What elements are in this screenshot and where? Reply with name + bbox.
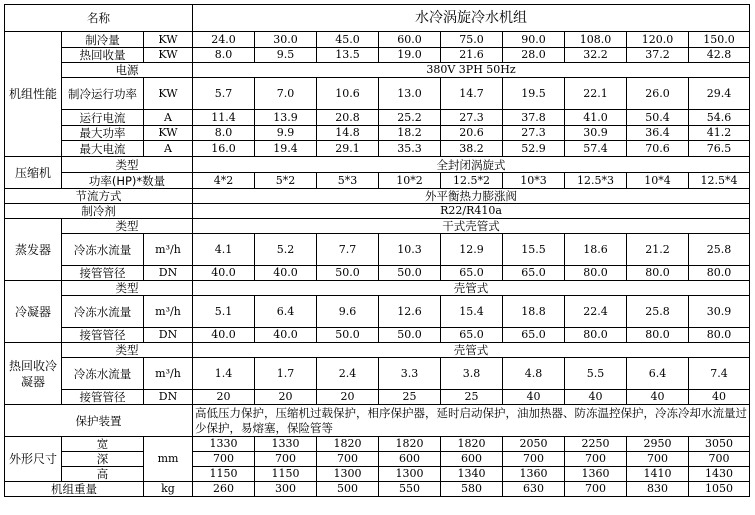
value-cell: 80.0 xyxy=(689,266,750,281)
row-label: 制冷运行功率 xyxy=(62,78,144,110)
group-label-evaporator: 蒸发器 xyxy=(5,219,62,281)
value-cell: 22.1 xyxy=(565,78,627,110)
evaporator-type-value: 干式壳管式 xyxy=(193,219,750,234)
value-cell: 5.2 xyxy=(255,234,317,266)
value-cell: 26.0 xyxy=(627,78,689,110)
unit-cell: m³/h xyxy=(144,234,193,266)
value-cell: 1.7 xyxy=(255,358,317,390)
value-cell: 1340 xyxy=(441,467,503,482)
spec-table-container xyxy=(4,4,750,497)
value-cell: 35.3 xyxy=(379,141,441,157)
value-cell: 5.5 xyxy=(565,358,627,390)
value-cell: 4.1 xyxy=(193,234,255,266)
unit-cell: m³/h xyxy=(144,358,193,390)
value-cell: 65.0 xyxy=(441,328,503,343)
value-cell: 41.0 xyxy=(565,110,627,126)
value-cell: 4.8 xyxy=(503,358,565,390)
value-cell: 20 xyxy=(255,390,317,405)
value-cell: 9.5 xyxy=(255,48,317,63)
value-cell: 45.0 xyxy=(317,32,379,48)
value-cell: 19.5 xyxy=(503,78,565,110)
row-label: 制冷剂 xyxy=(5,204,193,219)
value-cell: 2.4 xyxy=(317,358,379,390)
group-label-condenser: 冷凝器 xyxy=(5,281,62,343)
group-label-dimensions: 外形尺寸 xyxy=(5,437,62,482)
unit-cell: m³/h xyxy=(144,296,193,328)
unit-cell: DN xyxy=(144,328,193,343)
value-cell: 10.6 xyxy=(317,78,379,110)
value-cell: 29.1 xyxy=(317,141,379,157)
value-cell: 7.4 xyxy=(689,358,750,390)
depth-row xyxy=(5,452,750,467)
row-label: 保护装置 xyxy=(5,405,193,437)
value-cell: 20.8 xyxy=(317,110,379,126)
value-cell: 1820 xyxy=(441,437,503,452)
value-cell: 40.0 xyxy=(193,266,255,281)
power-supply-value: 380V 3PH 50Hz xyxy=(193,63,750,78)
running-current-row xyxy=(5,110,750,126)
value-cell: 76.5 xyxy=(689,141,750,157)
cooling-power-row xyxy=(5,78,750,110)
row-label: 热回收量 xyxy=(62,48,144,63)
value-cell: 25 xyxy=(379,390,441,405)
value-cell: 18.2 xyxy=(379,126,441,141)
value-cell: 22.4 xyxy=(565,296,627,328)
unit-cell: KW xyxy=(144,48,193,63)
value-cell: 15.4 xyxy=(441,296,503,328)
evaporator-pipe-row xyxy=(5,266,750,281)
value-cell: 50.4 xyxy=(627,110,689,126)
value-cell: 80.0 xyxy=(627,328,689,343)
value-cell: 1150 xyxy=(193,467,255,482)
value-cell: 25 xyxy=(441,390,503,405)
row-label: 电源 xyxy=(62,63,193,78)
compressor-power-row xyxy=(5,173,750,189)
condenser-type-value: 壳管式 xyxy=(193,281,750,296)
unit-cell: DN xyxy=(144,390,193,405)
value-cell: 13.0 xyxy=(379,78,441,110)
value-cell: 9.6 xyxy=(317,296,379,328)
condenser-pipe-row xyxy=(5,328,750,343)
value-cell: 18.8 xyxy=(503,296,565,328)
value-cell: 1820 xyxy=(317,437,379,452)
row-label: 高 xyxy=(62,467,144,482)
value-cell: 700 xyxy=(317,452,379,467)
row-label: 深 xyxy=(62,452,144,467)
row-label: 类型 xyxy=(62,219,193,234)
value-cell: 600 xyxy=(379,452,441,467)
header-row xyxy=(5,5,750,32)
value-cell: 70.6 xyxy=(627,141,689,157)
weight-row xyxy=(5,482,750,497)
value-cell: 9.9 xyxy=(255,126,317,141)
value-cell: 40.0 xyxy=(255,266,317,281)
value-cell: 50.0 xyxy=(379,328,441,343)
value-cell: 80.0 xyxy=(689,328,750,343)
compressor-type-row xyxy=(5,157,750,173)
value-cell: 65.0 xyxy=(503,328,565,343)
value-cell: 20.6 xyxy=(441,126,503,141)
value-cell: 108.0 xyxy=(565,32,627,48)
value-cell: 40 xyxy=(503,390,565,405)
value-cell: 37.2 xyxy=(627,48,689,63)
value-cell: 14.8 xyxy=(317,126,379,141)
value-cell: 830 xyxy=(627,482,689,497)
value-cell: 12.9 xyxy=(441,234,503,266)
value-cell: 120.0 xyxy=(627,32,689,48)
value-cell: 11.4 xyxy=(193,110,255,126)
value-cell: 700 xyxy=(255,452,317,467)
value-cell: 1330 xyxy=(255,437,317,452)
value-cell: 20 xyxy=(193,390,255,405)
value-cell: 10*2 xyxy=(379,173,441,189)
hr_condenser-flow-row xyxy=(5,358,750,390)
value-cell: 21.2 xyxy=(627,234,689,266)
row-label: 机组重量 xyxy=(5,482,144,497)
value-cell: 50.0 xyxy=(317,328,379,343)
unit-cell: A xyxy=(144,110,193,126)
unit-cell: mm xyxy=(144,437,193,482)
value-cell: 300 xyxy=(255,482,317,497)
value-cell: 260 xyxy=(193,482,255,497)
value-cell: 1300 xyxy=(379,467,441,482)
heat-recovery-row xyxy=(5,48,750,63)
value-cell: 32.2 xyxy=(565,48,627,63)
value-cell: 1360 xyxy=(565,467,627,482)
row-label: 接管管径 xyxy=(62,266,144,281)
row-label: 最大功率 xyxy=(62,126,144,141)
value-cell: 6.4 xyxy=(255,296,317,328)
value-cell: 29.4 xyxy=(689,78,750,110)
hr_condenser-type-row xyxy=(5,343,750,358)
row-label: 冷冻水流量 xyxy=(62,358,144,390)
value-cell: 700 xyxy=(565,482,627,497)
row-label: 接管管径 xyxy=(62,390,144,405)
unit-cell: KW xyxy=(144,126,193,141)
value-cell: 500 xyxy=(317,482,379,497)
value-cell: 25.2 xyxy=(379,110,441,126)
value-cell: 700 xyxy=(565,452,627,467)
throttle-value: 外平衡热力膨涨阀 xyxy=(193,189,750,204)
value-cell: 19.4 xyxy=(255,141,317,157)
value-cell: 580 xyxy=(441,482,503,497)
value-cell: 28.0 xyxy=(503,48,565,63)
value-cell: 700 xyxy=(627,452,689,467)
value-cell: 3050 xyxy=(689,437,750,452)
value-cell: 700 xyxy=(193,452,255,467)
value-cell: 1300 xyxy=(317,467,379,482)
value-cell: 65.0 xyxy=(441,266,503,281)
value-cell: 38.2 xyxy=(441,141,503,157)
row-label: 运行电流 xyxy=(62,110,144,126)
value-cell: 1330 xyxy=(193,437,255,452)
evaporator-flow-row xyxy=(5,234,750,266)
value-cell: 550 xyxy=(379,482,441,497)
value-cell: 1.4 xyxy=(193,358,255,390)
unit-cell: KW xyxy=(144,32,193,48)
value-cell: 90.0 xyxy=(503,32,565,48)
value-cell: 8.0 xyxy=(193,126,255,141)
width-row xyxy=(5,437,750,452)
value-cell: 40 xyxy=(689,390,750,405)
row-label: 类型 xyxy=(62,343,193,358)
max-current-row xyxy=(5,141,750,157)
group-label-compressor: 压缩机 xyxy=(5,157,62,189)
value-cell: 13.5 xyxy=(317,48,379,63)
value-cell: 65.0 xyxy=(503,266,565,281)
value-cell: 1360 xyxy=(503,467,565,482)
unit-cell: kg xyxy=(144,482,193,497)
value-cell: 19.0 xyxy=(379,48,441,63)
row-label: 最大电流 xyxy=(62,141,144,157)
refrigerant-row xyxy=(5,204,750,219)
value-cell: 20 xyxy=(317,390,379,405)
value-cell: 7.0 xyxy=(255,78,317,110)
value-cell: 1050 xyxy=(689,482,750,497)
value-cell: 5.7 xyxy=(193,78,255,110)
value-cell: 7.7 xyxy=(317,234,379,266)
value-cell: 40.0 xyxy=(193,328,255,343)
value-cell: 80.0 xyxy=(565,266,627,281)
protection-value: 高低压力保护，压缩机过载保护，相序保护器，延时启动保护，油加热器、防冻温控保护，冷冻冷却水流量过少保护，易熔塞，保险管等 xyxy=(193,405,750,437)
value-cell: 5*2 xyxy=(255,173,317,189)
value-cell: 30.0 xyxy=(255,32,317,48)
row-label: 接管管径 xyxy=(62,328,144,343)
value-cell: 80.0 xyxy=(565,328,627,343)
value-cell: 40.0 xyxy=(255,328,317,343)
row-label: 冷冻水流量 xyxy=(62,296,144,328)
condenser-type-row xyxy=(5,281,750,296)
unit-cell: KW xyxy=(144,78,193,110)
value-cell: 25.8 xyxy=(627,296,689,328)
value-cell: 60.0 xyxy=(379,32,441,48)
value-cell: 30.9 xyxy=(689,296,750,328)
value-cell: 37.8 xyxy=(503,110,565,126)
row-label: 类型 xyxy=(62,281,193,296)
row-label: 节流方式 xyxy=(5,189,193,204)
value-cell: 40 xyxy=(627,390,689,405)
value-cell: 41.2 xyxy=(689,126,750,141)
value-cell: 15.5 xyxy=(503,234,565,266)
row-label: 功率(HP)*数量 xyxy=(62,173,193,189)
condenser-flow-row xyxy=(5,296,750,328)
value-cell: 700 xyxy=(503,452,565,467)
value-cell: 12.5*3 xyxy=(565,173,627,189)
unit-cell: DN xyxy=(144,266,193,281)
value-cell: 50.0 xyxy=(379,266,441,281)
value-cell: 6.4 xyxy=(627,358,689,390)
value-cell: 150.0 xyxy=(689,32,750,48)
unit-cell: A xyxy=(144,141,193,157)
value-cell: 52.9 xyxy=(503,141,565,157)
throttle-row xyxy=(5,189,750,204)
value-cell: 25.8 xyxy=(689,234,750,266)
product-title: 水冷涡旋冷水机组 xyxy=(193,5,750,32)
row-label: 宽 xyxy=(62,437,144,452)
value-cell: 3.8 xyxy=(441,358,503,390)
value-cell: 57.4 xyxy=(565,141,627,157)
value-cell: 3.3 xyxy=(379,358,441,390)
row-label: 制冷量 xyxy=(62,32,144,48)
name-label: 名称 xyxy=(5,5,193,32)
hr_condenser-type-value: 壳管式 xyxy=(193,343,750,358)
value-cell: 40 xyxy=(565,390,627,405)
value-cell: 5*3 xyxy=(317,173,379,189)
max-power-row xyxy=(5,126,750,141)
value-cell: 16.0 xyxy=(193,141,255,157)
value-cell: 50.0 xyxy=(317,266,379,281)
value-cell: 1430 xyxy=(689,467,750,482)
value-cell: 2950 xyxy=(627,437,689,452)
group-label-performance: 机组性能 xyxy=(5,32,62,157)
power-supply-row xyxy=(5,63,750,78)
value-cell: 1150 xyxy=(255,467,317,482)
value-cell: 75.0 xyxy=(441,32,503,48)
value-cell: 14.7 xyxy=(441,78,503,110)
value-cell: 10*4 xyxy=(627,173,689,189)
value-cell: 10*3 xyxy=(503,173,565,189)
refrigerant-value: R22/R410a xyxy=(193,204,750,219)
value-cell: 27.3 xyxy=(503,126,565,141)
compressor-type-value: 全封闭涡旋式 xyxy=(193,157,750,173)
value-cell: 1410 xyxy=(627,467,689,482)
value-cell: 630 xyxy=(503,482,565,497)
value-cell: 1820 xyxy=(379,437,441,452)
value-cell: 18.6 xyxy=(565,234,627,266)
value-cell: 13.9 xyxy=(255,110,317,126)
value-cell: 8.0 xyxy=(193,48,255,63)
value-cell: 80.0 xyxy=(627,266,689,281)
value-cell: 12.5*2 xyxy=(441,173,503,189)
value-cell: 21.6 xyxy=(441,48,503,63)
value-cell: 24.0 xyxy=(193,32,255,48)
value-cell: 42.8 xyxy=(689,48,750,63)
value-cell: 12.6 xyxy=(379,296,441,328)
value-cell: 5.1 xyxy=(193,296,255,328)
cooling-row xyxy=(5,32,750,48)
group-label-hr_condenser: 热回收冷凝器 xyxy=(5,343,62,405)
spec-table xyxy=(4,4,750,497)
row-label: 冷冻水流量 xyxy=(62,234,144,266)
value-cell: 700 xyxy=(689,452,750,467)
evaporator-type-row xyxy=(5,219,750,234)
value-cell: 600 xyxy=(441,452,503,467)
row-label: 类型 xyxy=(62,157,193,173)
value-cell: 10.3 xyxy=(379,234,441,266)
protection-row xyxy=(5,405,750,437)
value-cell: 12.5*4 xyxy=(689,173,750,189)
value-cell: 4*2 xyxy=(193,173,255,189)
height-row xyxy=(5,467,750,482)
value-cell: 2050 xyxy=(503,437,565,452)
value-cell: 36.4 xyxy=(627,126,689,141)
hr_condenser-pipe-row xyxy=(5,390,750,405)
value-cell: 54.6 xyxy=(689,110,750,126)
value-cell: 2250 xyxy=(565,437,627,452)
value-cell: 30.9 xyxy=(565,126,627,141)
value-cell: 27.3 xyxy=(441,110,503,126)
